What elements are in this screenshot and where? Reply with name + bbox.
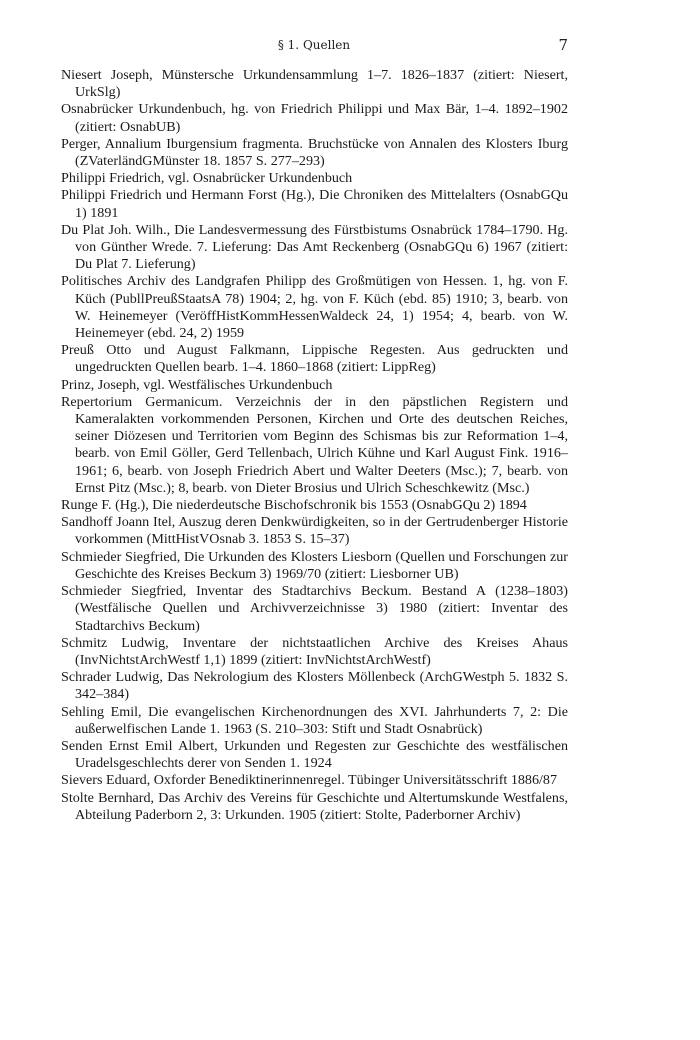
bibliography-entry: Schmieder Siegfried, Die Urkunden des Klosters Liesborn (Quellen und Forschungen zur Geschichte des Kreises Beckum 3) 1969/70 (zitiert: Liesborner UB) <box>61 548 568 582</box>
bibliography-entry: Politisches Archiv des Landgrafen Philipp des Großmütigen von Hessen. 1, hg. von F. Küch (PubllPreußStaatsA 78) 1904; 2, hg. von F. Küch (ebd. 85) 1910; 3, bearb. von W. Heinemeyer (VeröffHistKommHessenWaldeck 24, 1) 1954; 4, bearb. von W. Heinemeyer (ebd. 24, 2) 1959 <box>61 273 568 342</box>
bibliography-entry: Preuß Otto und August Falkmann, Lippische Regesten. Aus gedruckten und ungedruckten Quellen bearb. 1–4. 1860–1868 (zitiert: LippReg) <box>61 342 568 376</box>
bibliography-entry: Sehling Emil, Die evangelischen Kirchenordnungen des XVI. Jahrhunderts 7, 2: Die außerwelfischen Lande 1. 1963 (S. 210–303: Stift und Stadt Osnabrück) <box>61 703 568 737</box>
bibliography-entry: Philippi Friedrich und Hermann Forst (Hg.), Die Chroniken des Mittelalters (OsnabGQu 1) 1891 <box>61 187 568 221</box>
bibliography-entry: Philippi Friedrich, vgl. Osnabrücker Urkundenbuch <box>61 170 353 187</box>
bibliography-entry: Stolte Bernhard, Das Archiv des Vereins für Geschichte und Altertumskunde Westfalens, Abteilung Paderborn 2, 3: Urkunden. 1905 (zitiert: Stolte, Paderborner Archiv) <box>61 789 568 823</box>
bibliography-entry: Perger, Annalium Iburgensium fragmenta. Bruchstücke von Annalen des Klosters Iburg (ZVaterländGMünster 18. 1857 S. 277–293) <box>61 135 568 170</box>
bibliography-entry: Schrader Ludwig, Das Nekrologium des Klosters Möllenbeck (ArchGWestph 5. 1832 S. 342–384) <box>61 669 568 703</box>
section-title: § 1. Quellen <box>277 38 351 52</box>
bibliography-entry: Schmieder Siegfried, Inventar des Stadtarchivs Beckum. Bestand A (1238–1803) (Westfälische Quellen und Archivverzeichnisse 3) 1980 (zitiert: Inventar des Stadtarchivs Beckum) <box>61 583 568 634</box>
bibliography-entry: Sandhoff Joann Itel, Auszug deren Denkwürdigkeiten, so in der Gertrudenberger Historie vorkommen (MittHistVOsnab 3. 1853 S. 15–37) <box>61 514 568 548</box>
bibliography-entry: Niesert Joseph, Münstersche Urkundensammlung 1–7. 1826–1837 (zitiert: Niesert, UrkSlg) <box>61 67 568 101</box>
bibliography-entry: Sievers Eduard, Oxforder Benediktinerinnenregel. Tübinger Universitätsschrift 1886/87 <box>61 772 558 789</box>
bibliography-entry: Du Plat Joh. Wilh., Die Landesvermessung des Fürstbistums Osnabrück 1784–1790. Hg. von Günther Wrede. 7. Lieferung: Das Amt Reckenberg (OsnabGQu 6) 1967 (zitiert: Du Plat 7. Lieferung) <box>61 221 568 273</box>
bibliography-entry: Osnabrücker Urkundenbuch, hg. von Friedrich Philippi und Max Bär, 1–4. 1892–1902 (zitiert: OsnabUB) <box>61 101 568 135</box>
bibliography-entry: Senden Ernst Emil Albert, Urkunden und Regesten zur Geschichte des westfälischen Uradelsgeschlechts derer von Senden 1. 1924 <box>61 737 568 772</box>
bibliography-entry: Prinz, Joseph, vgl. Westfälisches Urkundenbuch <box>61 376 333 393</box>
bibliography-list <box>61 67 568 824</box>
page-number: 7 <box>558 36 568 54</box>
bibliography-entry: Runge F. (Hg.), Die niederdeutsche Bischofschronik bis 1553 (OsnabGQu 2) 1894 <box>61 497 527 514</box>
bibliography-entry: Schmitz Ludwig, Inventare der nichtstaatlichen Archive des Kreises Ahaus (InvNichtstArchWestf 1,1) 1899 (zitiert: InvNichtstArchWestf) <box>61 634 568 668</box>
bibliography-entry: Repertorium Germanicum. Verzeichnis der in den päpstlichen Registern und Kameralakten vorkommenden Personen, Kirchen und Orte des deutschen Reiches, seiner Diözesen und Territorien vom Beginn des Schismas bis zur Reformation 1–4, bearb. von Emil Göller, Gerd Tellenbach, Ulrich Kühne und Karl August Fink. 1916–1961; 6, bearb. von Joseph Friedrich Abert und Walter Deeters (Msc.); 7, bearb. von Ernst Pitz (Msc.); 8, bearb. von Dieter Brosius und Ulrich Scheschkewitz (Msc.) <box>61 393 568 496</box>
